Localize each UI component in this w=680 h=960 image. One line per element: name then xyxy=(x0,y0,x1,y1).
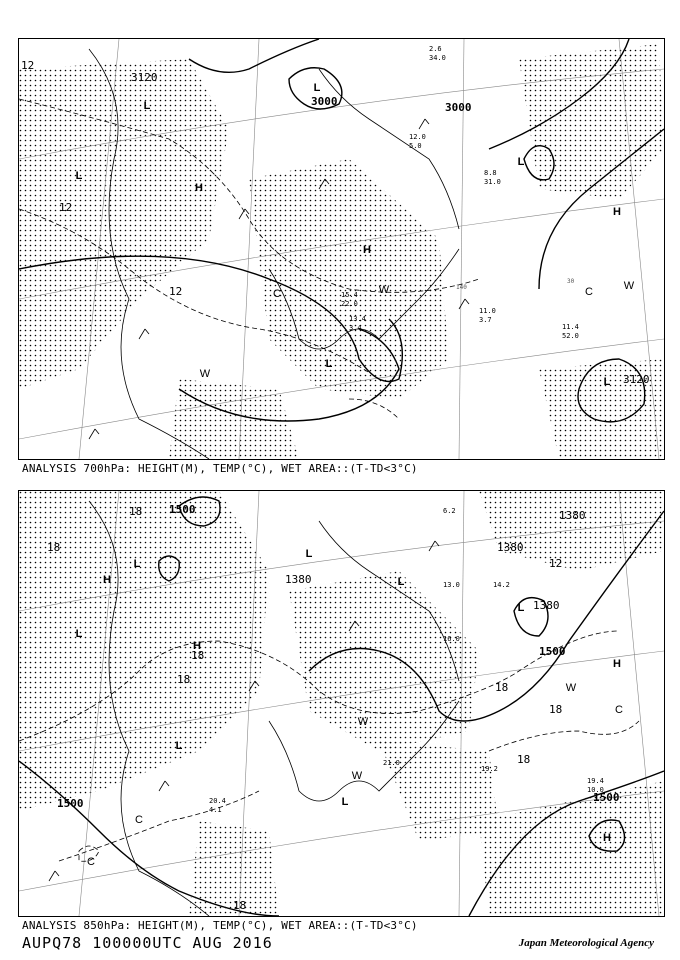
center-label: H xyxy=(603,832,611,844)
center-label: L xyxy=(397,576,405,588)
center-label: C xyxy=(615,704,623,716)
center-label: C xyxy=(585,286,593,298)
center-label: L xyxy=(517,156,525,168)
station-value: 15.4 xyxy=(341,291,358,299)
station-value: 5.0 xyxy=(409,142,422,150)
station-value: 52.0 xyxy=(562,332,579,340)
station-value: 19.2 xyxy=(481,765,498,773)
height-label: 1380 xyxy=(497,541,524,554)
temp-label: 12 xyxy=(549,557,563,570)
height-label: 1380 xyxy=(559,509,586,522)
station-value: 14.2 xyxy=(493,581,510,589)
center-label: W xyxy=(357,716,369,728)
station-value: 12.0 xyxy=(409,133,426,141)
center-label: L xyxy=(75,170,83,182)
height-label: 1500 xyxy=(169,503,196,516)
map-700hpa xyxy=(19,39,664,459)
temp-label: 12 xyxy=(169,285,183,298)
station-value: 20.4 xyxy=(209,797,226,805)
station-value: 21.0 xyxy=(383,759,400,767)
center-label: L xyxy=(325,358,333,370)
temp-label: 18 xyxy=(47,541,61,554)
station-value: 16.0 xyxy=(443,635,460,643)
center-label: H xyxy=(613,206,621,218)
center-label: L xyxy=(313,82,321,94)
center-label: H xyxy=(613,658,621,670)
temp-label: 18 xyxy=(191,649,205,662)
height-label: 1500 xyxy=(57,797,84,810)
temp-label: 18 xyxy=(233,899,247,912)
station-value: 3.4 xyxy=(349,324,362,332)
map-panel-700hpa xyxy=(18,38,665,460)
station-value: 10.0 xyxy=(587,786,604,794)
temp-label: 12 xyxy=(59,201,73,214)
caption-850hpa: ANALYSIS 850hPa: HEIGHT(M), TEMP(°C), WET AREA::(T-TD<3°C) xyxy=(22,919,418,932)
center-label: W xyxy=(351,770,363,782)
center-label: W xyxy=(623,280,635,292)
station-value: 2.6 xyxy=(429,45,442,53)
station-value: 8.8 xyxy=(484,169,497,177)
temp-label: 12 xyxy=(21,59,35,72)
center-label: W xyxy=(199,368,211,380)
temp-label: 18 xyxy=(129,505,143,518)
temp-label: 18 xyxy=(177,673,191,686)
height-label: 3120 xyxy=(623,373,650,386)
height-label: 1380 xyxy=(533,599,560,612)
center-label: L xyxy=(175,740,183,752)
center-label: H xyxy=(195,182,203,194)
height-label: 1500 xyxy=(593,791,620,804)
center-label: H xyxy=(103,574,111,586)
center-label: L xyxy=(143,100,151,112)
temp-label: 18 xyxy=(517,753,531,766)
center-label: L xyxy=(133,558,141,570)
station-value: 31.0 xyxy=(484,178,501,186)
station-value: 13.0 xyxy=(443,581,460,589)
map-850hpa xyxy=(19,491,664,916)
center-label: H xyxy=(363,244,371,256)
caption-700hpa: ANALYSIS 700hPa: HEIGHT(M), TEMP(°C), WET AREA::(T-TD<3°C) xyxy=(22,462,418,475)
station-value: 6.2 xyxy=(443,507,456,515)
center-label: W xyxy=(565,682,577,694)
station-value: 11.4 xyxy=(562,323,579,331)
station-value: 3.7 xyxy=(479,316,492,324)
center-label: W xyxy=(378,284,390,296)
temp-label: 18 xyxy=(549,703,563,716)
agency-name: Japan Meteorological Agency xyxy=(518,937,654,949)
center-label: H xyxy=(193,640,201,652)
height-label: 3120 xyxy=(131,71,158,84)
station-value: 22.0 xyxy=(341,300,358,308)
center-label: L xyxy=(603,376,611,388)
station-value: 34.0 xyxy=(429,54,446,62)
temp-label: 18 xyxy=(495,681,509,694)
graticule-labels-700 xyxy=(456,278,575,291)
map-panel-850hpa xyxy=(18,490,665,917)
height-label: 3000 xyxy=(445,101,472,114)
center-label: C xyxy=(135,814,143,826)
station-value: 13.4 xyxy=(349,315,366,323)
chart-code: AUPQ78 100000UTC AUG 2016 xyxy=(22,934,273,952)
center-label: C xyxy=(87,856,95,868)
station-value: 19.4 xyxy=(587,777,604,785)
height-label: 1500 xyxy=(539,645,566,658)
center-label: L xyxy=(305,548,313,560)
lon-label: 140 xyxy=(456,284,467,291)
center-label: C xyxy=(273,288,281,300)
height-label: 3000 xyxy=(311,95,338,108)
center-label: L xyxy=(75,628,83,640)
station-value: 11.0 xyxy=(479,307,496,315)
station-value: 4.1 xyxy=(209,806,222,814)
center-label: L xyxy=(517,602,525,614)
height-label: 1380 xyxy=(285,573,312,586)
center-label: L xyxy=(341,796,349,808)
lat-label: 30 xyxy=(567,278,575,285)
